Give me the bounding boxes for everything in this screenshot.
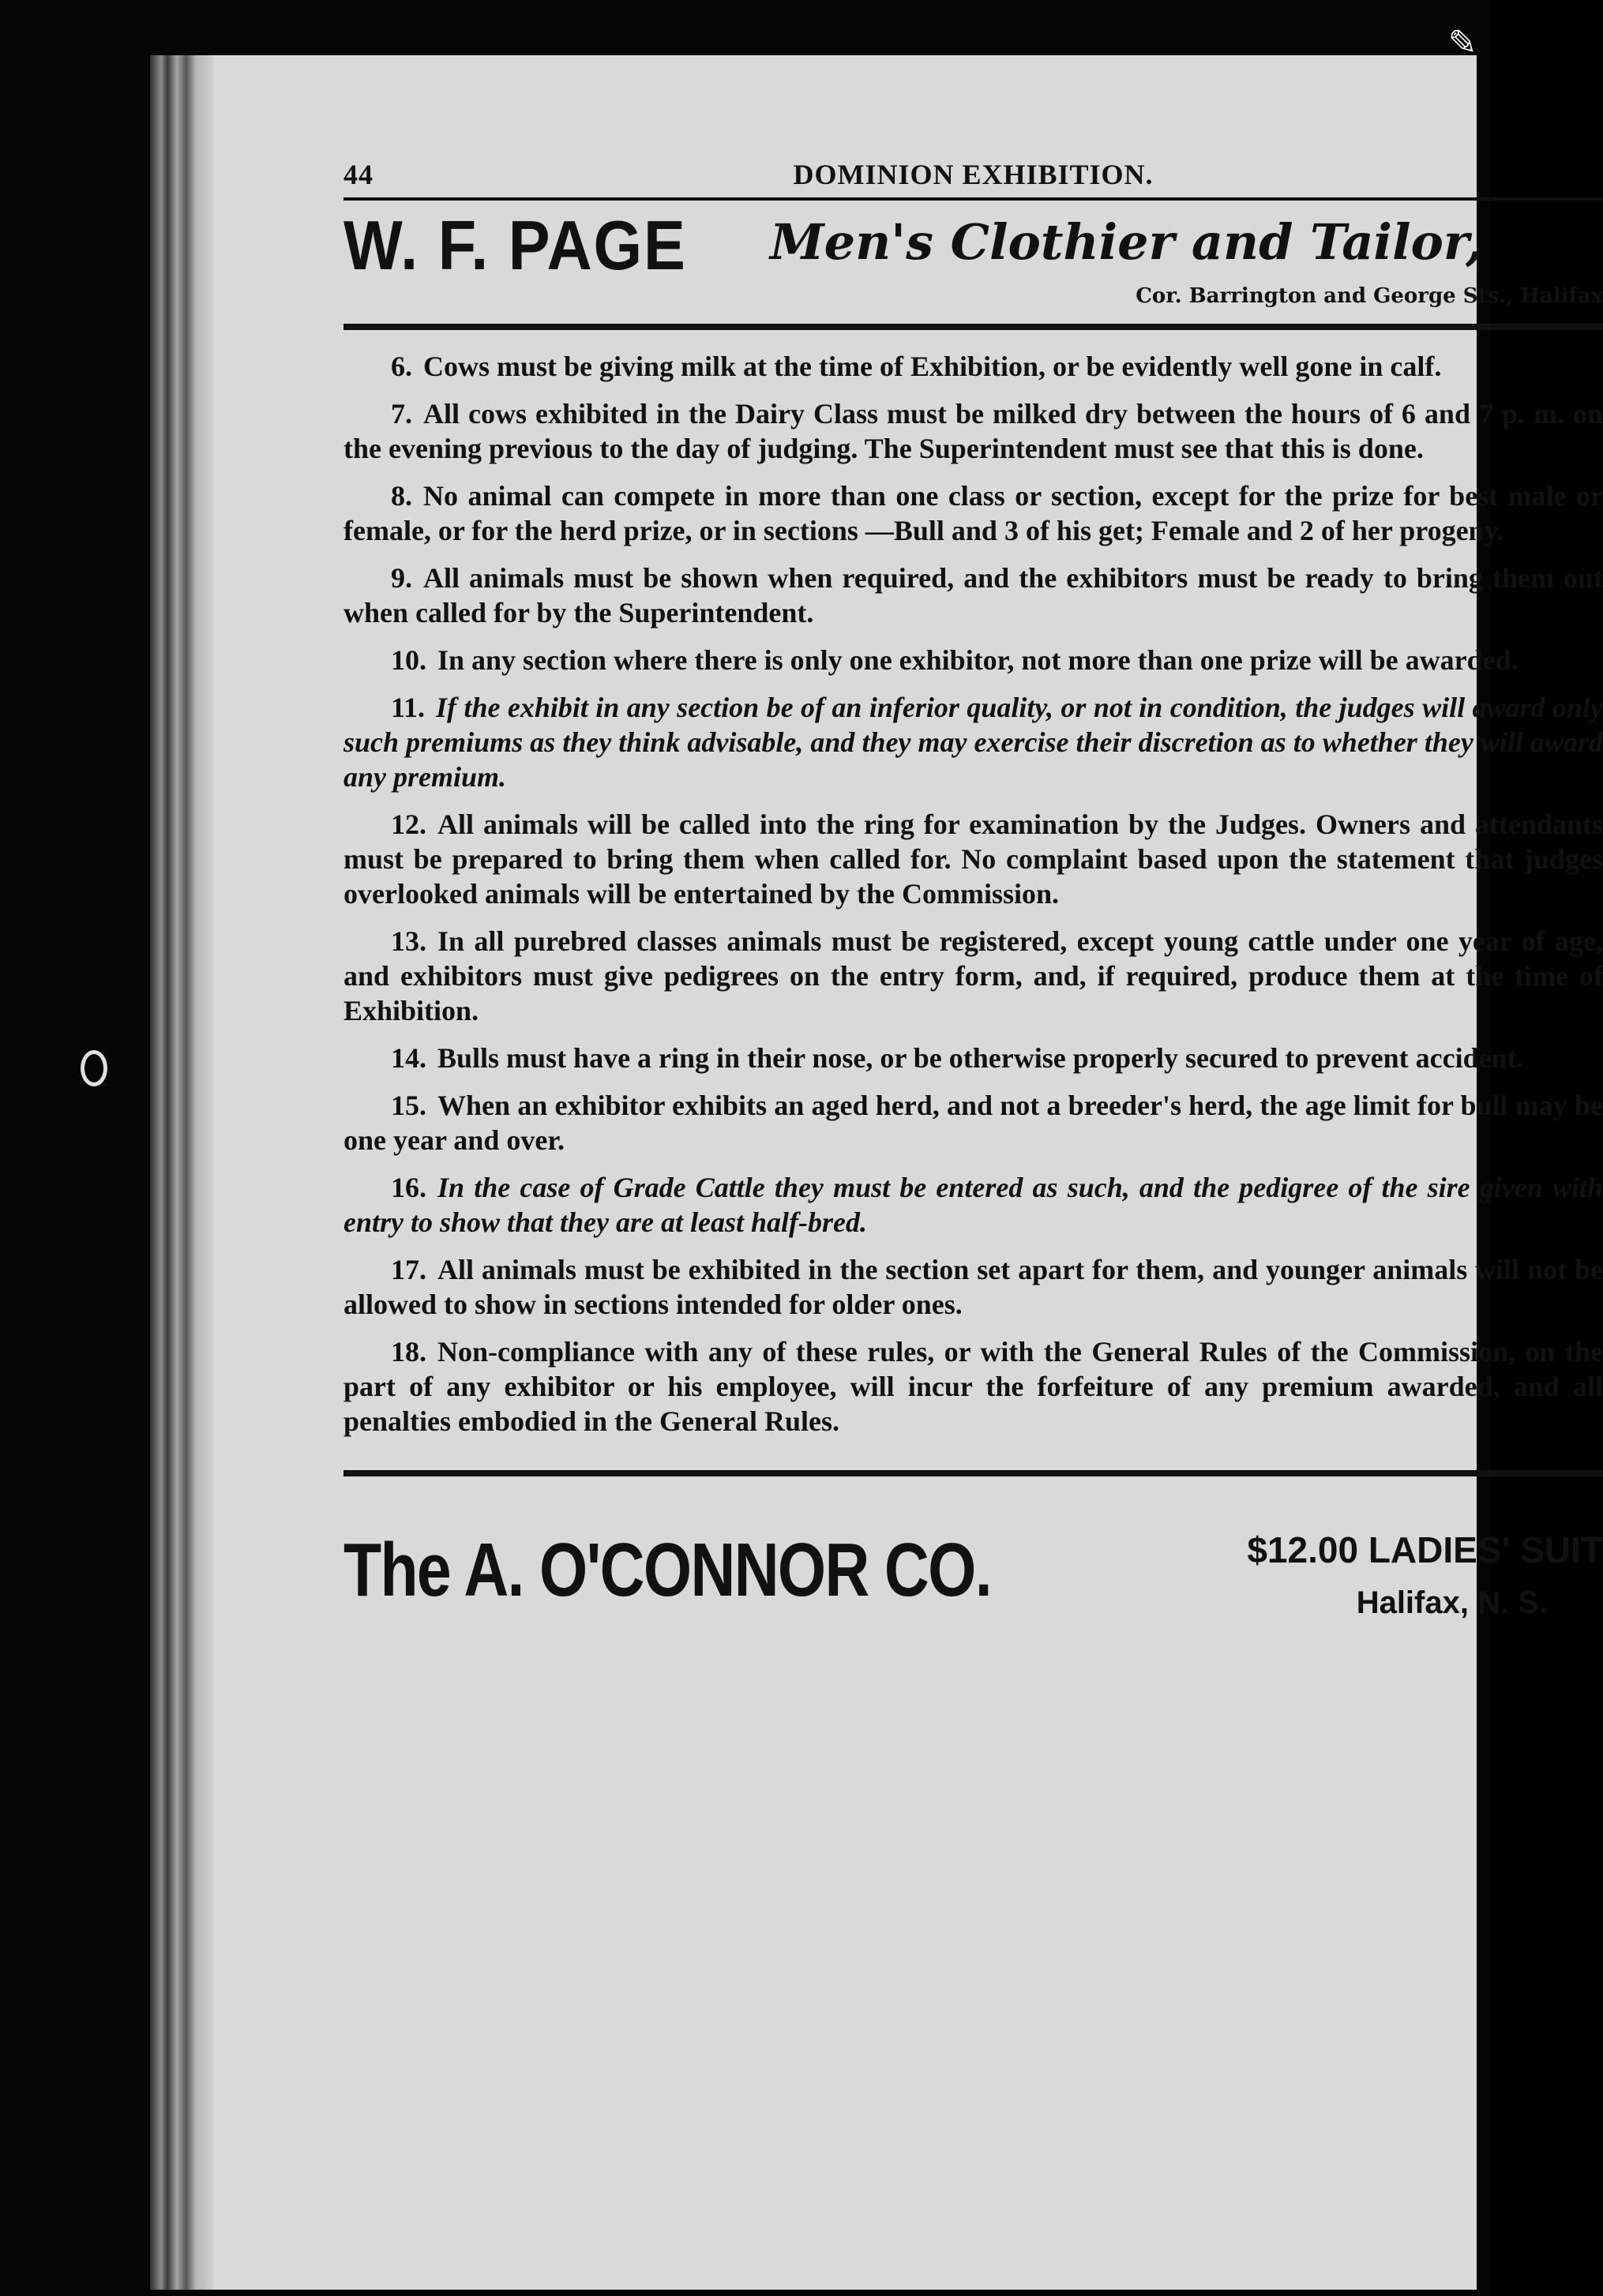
page-advertisement <box>344 205 1603 324</box>
rule-text: All animals will be called into the ring for examination by the Judges. Owners and attendants must be prepared to bring them when called for. No complaint based upon the statement that judges overlooked animals will be entertained by the Commission. <box>344 808 1603 910</box>
rules-list <box>344 349 1603 1439</box>
oconnor-offer: $12.00 LADIES' SUIT <box>1247 1529 1603 1570</box>
running-title: DOMINION EXHIBITION. <box>793 159 1154 190</box>
rule-text: All animals must be exhibited in the section set apart for them, and younger animals will not be allowed to show in sections intended for older ones. <box>344 1254 1603 1320</box>
page-number: 44 <box>344 159 374 190</box>
rule-item <box>344 807 1603 911</box>
rule-item <box>344 924 1603 1028</box>
rule-item <box>344 349 1603 384</box>
footer-rule <box>344 1470 1603 1476</box>
rule-number: 14. <box>391 1042 426 1074</box>
rule-text: Cows must be giving milk at the time of Exhibition, or be evidently well gone in calf. <box>423 351 1442 382</box>
rule-number: 8. <box>391 480 412 512</box>
advertiser-address: Cor. Barrington and George Sts., Halifax <box>1136 284 1603 308</box>
rule-item <box>344 1252 1603 1322</box>
book-page <box>150 55 1603 2290</box>
rule-number: 10. <box>391 644 426 676</box>
rule-text: Non-compliance with any of these rules, or with the General Rules of the Commission, on the part of any exhibitor or his employee, will incur the forfeiture of any premium awarded, and all penalties embodied in the General Rules. <box>344 1336 1603 1437</box>
rule-text: All animals must be shown when required, and the exhibitors must be ready to bring them out when called for by the Superintendent. <box>344 562 1603 628</box>
rule-item <box>344 643 1603 677</box>
rule-text: In any section where there is only one exhibitor, not more than one prize will be awarded. <box>437 644 1519 676</box>
rule-number: 18. <box>391 1336 426 1367</box>
binding-hole <box>81 1050 107 1086</box>
oconnor-company-name: The A. O'CONNOR CO. <box>344 1528 991 1612</box>
advertisement-rule <box>344 324 1603 330</box>
rule-item <box>344 561 1603 630</box>
rule-number: 13. <box>391 925 426 957</box>
rule-text: In all purebred classes animals must be registered, except young cattle under one year of age, and exhibitors must give pedigrees on the entry form, and, if required, produce them at the time of Exhibition. <box>344 925 1603 1026</box>
rule-item <box>344 1334 1603 1439</box>
rule-item <box>344 1041 1603 1075</box>
rule-text: In the case of Grade Cattle they must be entered as such, and the pedigree of the sire given with entry to show that they are at least half-bred. <box>344 1172 1603 1238</box>
running-head <box>344 158 1603 197</box>
oconnor-city: Halifax, N. S. <box>1356 1585 1548 1620</box>
rule-number: 11. <box>391 692 426 723</box>
rule-number: 15. <box>391 1090 426 1121</box>
header-rule <box>344 197 1603 201</box>
rule-text: No animal can compete in more than one class or section, except for the prize for best male or female, or for the herd prize, or in sections —Bull and 3 of his get; Female and 2 of her progeny. <box>344 480 1603 546</box>
oconnor-advertisement <box>344 1513 1603 1647</box>
rule-number: 9. <box>391 562 412 594</box>
rule-text: If the exhibit in any section be of an inferior quality, or not in condition, the judges will award only such premiums as they think advisable, and they may exercise their discretion as to whether they will award any premium. <box>344 692 1603 793</box>
rule-number: 6. <box>391 351 412 382</box>
corner-mark-icon: ✎ <box>1447 23 1477 63</box>
rule-number: 7. <box>391 398 412 430</box>
rule-item <box>344 478 1603 548</box>
rule-item <box>344 1088 1603 1157</box>
rule-number: 12. <box>391 808 426 840</box>
rule-item <box>344 1170 1603 1240</box>
advertiser-trade: Men's Clothier and Tailor, <box>770 213 1483 271</box>
page-binding-edge <box>150 55 213 2290</box>
rule-number: 17. <box>391 1254 426 1285</box>
page-content <box>344 158 1603 1647</box>
rule-text: When an exhibitor exhibits an aged herd, and not a breeder's herd, the age limit for bull may be one year and over. <box>344 1090 1603 1156</box>
rule-item <box>344 690 1603 794</box>
advertiser-name: W. F. PAGE <box>344 206 687 284</box>
rule-number: 16. <box>391 1172 426 1203</box>
rule-text: Bulls must have a ring in their nose, or be otherwise properly secured to prevent accident. <box>437 1042 1524 1074</box>
rule-text: All cows exhibited in the Dairy Class must be milked dry between the hours of 6 and 7 p. m. on the evening previous to the day of judging. The Superintendent must see that this is done. <box>344 398 1603 464</box>
rule-item <box>344 396 1603 466</box>
